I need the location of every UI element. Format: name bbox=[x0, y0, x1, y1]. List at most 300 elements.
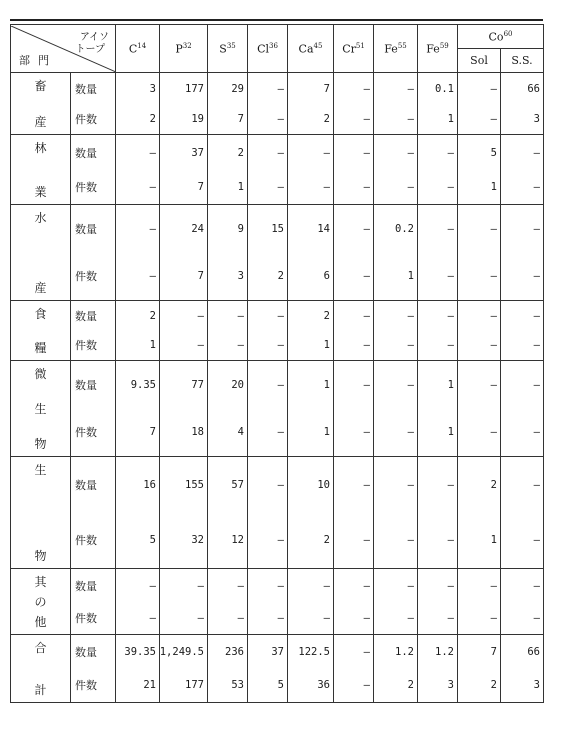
count-value: 1 bbox=[447, 426, 454, 438]
metric-label-quantity: 数量 bbox=[75, 579, 97, 593]
metric-label-quantity: 数量 bbox=[75, 146, 97, 160]
count-value: — bbox=[490, 339, 497, 351]
isotope-usage-table bbox=[10, 24, 544, 703]
count-value: 3 bbox=[447, 679, 454, 691]
category-label: 畜 産 bbox=[34, 78, 47, 129]
value-cell bbox=[374, 569, 418, 635]
quantity-value: 2 bbox=[237, 146, 244, 159]
quantity-value: 37 bbox=[271, 646, 284, 658]
value-cell bbox=[374, 457, 418, 569]
value-cell bbox=[116, 635, 160, 703]
quantity-value: 1 bbox=[323, 379, 330, 391]
count-value: — bbox=[533, 426, 540, 438]
count-value: 177 bbox=[185, 679, 204, 691]
value-cell bbox=[501, 205, 544, 301]
value-cell bbox=[334, 569, 374, 635]
value-cell bbox=[208, 205, 248, 301]
value-cell bbox=[208, 457, 248, 569]
count-value: 7 bbox=[149, 426, 156, 438]
table-row bbox=[11, 135, 544, 205]
quantity-value: — bbox=[277, 379, 284, 391]
count-value: 1 bbox=[407, 270, 414, 282]
value-cell bbox=[418, 205, 458, 301]
value-cell bbox=[334, 301, 374, 361]
category-label: 林 業 bbox=[34, 140, 47, 199]
quantity-value: 66 bbox=[527, 82, 540, 95]
quantity-value: 2 bbox=[323, 310, 330, 322]
quantity-value: 3 bbox=[149, 82, 156, 95]
value-cell bbox=[458, 457, 501, 569]
count-value: — bbox=[323, 180, 330, 193]
quantity-value: 14 bbox=[317, 223, 330, 235]
value-cell bbox=[208, 635, 248, 703]
value-cell bbox=[374, 301, 418, 361]
value-cell bbox=[160, 301, 208, 361]
quantity-value: 9.35 bbox=[130, 379, 156, 391]
count-value: 21 bbox=[143, 679, 156, 691]
quantity-value: 0.1 bbox=[435, 82, 454, 95]
value-cell bbox=[160, 361, 208, 457]
quantity-value: 39.35 bbox=[124, 646, 156, 658]
header-c14: $C^{14}$ bbox=[116, 25, 160, 73]
count-value: — bbox=[277, 611, 284, 624]
metric-label-count: 件数 bbox=[75, 679, 97, 692]
quantity-value: 9 bbox=[237, 223, 244, 235]
quantity-value: — bbox=[363, 646, 370, 658]
header-co60-sol: Sol bbox=[458, 49, 501, 73]
metric-label-count: 件数 bbox=[75, 112, 97, 126]
count-value: 7 bbox=[237, 112, 244, 125]
header-cl36: Cl$^{36}$ bbox=[248, 25, 288, 73]
count-value: — bbox=[447, 180, 454, 193]
value-cell bbox=[374, 73, 418, 135]
metric-label-count: 件数 bbox=[75, 270, 97, 283]
value-cell bbox=[288, 457, 334, 569]
quantity-value: — bbox=[277, 579, 284, 592]
count-value: 1 bbox=[447, 112, 454, 125]
quantity-value: — bbox=[490, 82, 497, 95]
quantity-value: 16 bbox=[143, 479, 156, 491]
count-value: — bbox=[407, 180, 414, 193]
quantity-value: — bbox=[197, 579, 204, 592]
value-cell bbox=[288, 135, 334, 205]
value-cell bbox=[160, 135, 208, 205]
metric-labels-cell bbox=[71, 361, 116, 457]
value-cell bbox=[501, 569, 544, 635]
value-cell bbox=[288, 73, 334, 135]
value-cell bbox=[160, 635, 208, 703]
quantity-value: — bbox=[363, 379, 370, 391]
value-cell bbox=[334, 205, 374, 301]
value-cell bbox=[116, 361, 160, 457]
quantity-value: — bbox=[407, 82, 414, 95]
quantity-value: — bbox=[277, 82, 284, 95]
metric-labels-cell bbox=[71, 301, 116, 361]
table-row bbox=[11, 569, 544, 635]
quantity-value: — bbox=[277, 146, 284, 159]
table-row bbox=[11, 73, 544, 135]
value-cell bbox=[208, 135, 248, 205]
quantity-value: — bbox=[149, 579, 156, 592]
quantity-value: 236 bbox=[225, 646, 244, 658]
count-value: 18 bbox=[191, 426, 204, 438]
value-cell bbox=[334, 135, 374, 205]
quantity-value: — bbox=[149, 223, 156, 235]
table-row bbox=[11, 635, 544, 703]
value-cell bbox=[248, 73, 288, 135]
value-cell bbox=[374, 135, 418, 205]
count-value: 1 bbox=[149, 339, 156, 351]
count-value: — bbox=[447, 611, 454, 624]
count-value: — bbox=[149, 270, 156, 282]
count-value: 19 bbox=[191, 112, 204, 125]
metric-labels-cell bbox=[71, 205, 116, 301]
count-value: 3 bbox=[533, 112, 540, 125]
category-label: 食 糧 bbox=[34, 306, 47, 355]
category-cell bbox=[11, 361, 71, 457]
count-value: 32 bbox=[191, 534, 204, 546]
count-value: 1 bbox=[323, 339, 330, 351]
value-cell bbox=[116, 205, 160, 301]
count-value: — bbox=[447, 339, 454, 351]
count-value: 2 bbox=[149, 112, 156, 125]
count-value: — bbox=[533, 534, 540, 546]
count-value: — bbox=[490, 611, 497, 624]
count-value: 53 bbox=[231, 679, 244, 691]
value-cell bbox=[248, 361, 288, 457]
count-value: — bbox=[363, 180, 370, 193]
count-value: — bbox=[363, 426, 370, 438]
quantity-value: 37 bbox=[191, 146, 204, 159]
quantity-value: 0.2 bbox=[395, 223, 414, 235]
value-cell bbox=[501, 135, 544, 205]
table-row bbox=[11, 457, 544, 569]
count-value: 12 bbox=[231, 534, 244, 546]
header-isotope-line1: アイソ bbox=[79, 31, 109, 43]
count-value: 36 bbox=[317, 679, 330, 691]
value-cell bbox=[458, 569, 501, 635]
count-value: — bbox=[407, 426, 414, 438]
value-cell bbox=[458, 301, 501, 361]
count-value: 3 bbox=[533, 679, 540, 691]
value-cell bbox=[334, 457, 374, 569]
count-value: — bbox=[363, 679, 370, 691]
quantity-value: 177 bbox=[185, 82, 204, 95]
value-cell bbox=[501, 361, 544, 457]
value-cell bbox=[116, 457, 160, 569]
quantity-value: 1.2 bbox=[395, 646, 414, 658]
category-cell bbox=[11, 73, 71, 135]
metric-label-count: 件数 bbox=[75, 180, 97, 194]
quantity-value: — bbox=[447, 310, 454, 322]
table-row bbox=[11, 361, 544, 457]
count-value: 2 bbox=[490, 679, 497, 691]
count-value: 5 bbox=[277, 679, 284, 691]
metric-label-count: 件数 bbox=[75, 426, 97, 439]
value-cell bbox=[208, 73, 248, 135]
quantity-value: — bbox=[323, 579, 330, 592]
count-value: — bbox=[407, 339, 414, 351]
value-cell bbox=[116, 301, 160, 361]
header-category: 部門 bbox=[19, 53, 57, 67]
value-cell bbox=[160, 205, 208, 301]
value-cell bbox=[501, 457, 544, 569]
value-cell bbox=[374, 205, 418, 301]
count-value: 4 bbox=[237, 426, 244, 438]
quantity-value: — bbox=[363, 479, 370, 491]
count-value: — bbox=[533, 611, 540, 624]
quantity-value: 15 bbox=[271, 223, 284, 235]
count-value: — bbox=[363, 611, 370, 624]
category-label: 其 の 他 bbox=[34, 574, 47, 629]
count-value: — bbox=[533, 180, 540, 193]
header-co60: Co$^{60}$ bbox=[458, 25, 544, 49]
value-cell bbox=[248, 457, 288, 569]
quantity-value: — bbox=[533, 379, 540, 391]
count-value: — bbox=[363, 534, 370, 546]
quantity-value: — bbox=[363, 82, 370, 95]
metric-label-quantity: 数量 bbox=[75, 646, 97, 659]
quantity-value: — bbox=[277, 310, 284, 322]
count-value: — bbox=[363, 112, 370, 125]
quantity-value: — bbox=[533, 146, 540, 159]
value-cell bbox=[116, 73, 160, 135]
value-cell bbox=[418, 301, 458, 361]
category-label: 合 計 bbox=[34, 640, 47, 697]
quantity-value: 2 bbox=[490, 479, 497, 491]
header-co60-ss: S.S. bbox=[501, 49, 544, 73]
quantity-value: 10 bbox=[317, 479, 330, 491]
quantity-value: 24 bbox=[191, 223, 204, 235]
value-cell bbox=[334, 361, 374, 457]
count-value: 7 bbox=[197, 270, 204, 282]
value-cell bbox=[248, 205, 288, 301]
quantity-value: — bbox=[490, 223, 497, 235]
metric-label-quantity: 数量 bbox=[75, 479, 97, 492]
value-cell bbox=[288, 569, 334, 635]
value-cell bbox=[116, 569, 160, 635]
count-value: 2 bbox=[323, 112, 330, 125]
quantity-value: 1 bbox=[447, 379, 454, 391]
quantity-value: — bbox=[237, 579, 244, 592]
top-rule bbox=[10, 19, 543, 21]
count-value: — bbox=[149, 180, 156, 193]
value-cell bbox=[418, 457, 458, 569]
count-value: — bbox=[277, 426, 284, 438]
quantity-value: — bbox=[407, 479, 414, 491]
quantity-value: 77 bbox=[191, 379, 204, 391]
quantity-value: — bbox=[447, 223, 454, 235]
count-value: — bbox=[407, 112, 414, 125]
count-value: 7 bbox=[197, 180, 204, 193]
value-cell bbox=[208, 301, 248, 361]
value-cell bbox=[418, 361, 458, 457]
quantity-value: 29 bbox=[231, 82, 244, 95]
value-cell bbox=[248, 635, 288, 703]
count-value: — bbox=[533, 339, 540, 351]
header-ca45: Ca$^{45}$ bbox=[288, 25, 334, 73]
quantity-value: — bbox=[363, 146, 370, 159]
count-value: — bbox=[490, 426, 497, 438]
value-cell bbox=[374, 361, 418, 457]
quantity-value: — bbox=[407, 146, 414, 159]
count-value: — bbox=[277, 180, 284, 193]
count-value: — bbox=[407, 611, 414, 624]
value-cell bbox=[248, 301, 288, 361]
value-cell bbox=[288, 301, 334, 361]
quantity-value: 20 bbox=[231, 379, 244, 391]
value-cell bbox=[288, 635, 334, 703]
count-value: — bbox=[277, 112, 284, 125]
quantity-value: — bbox=[407, 379, 414, 391]
quantity-value: — bbox=[197, 310, 204, 322]
category-cell bbox=[11, 569, 71, 635]
value-cell bbox=[458, 361, 501, 457]
count-value: 2 bbox=[277, 270, 284, 282]
value-cell bbox=[458, 635, 501, 703]
value-cell bbox=[458, 135, 501, 205]
value-cell bbox=[501, 635, 544, 703]
metric-labels-cell bbox=[71, 457, 116, 569]
count-value: — bbox=[363, 270, 370, 282]
count-value: — bbox=[149, 611, 156, 624]
category-cell bbox=[11, 457, 71, 569]
metric-labels-cell bbox=[71, 569, 116, 635]
quantity-value: — bbox=[447, 479, 454, 491]
quantity-value: 5 bbox=[490, 146, 497, 159]
count-value: 1 bbox=[323, 426, 330, 438]
quantity-value: — bbox=[447, 579, 454, 592]
category-label: 微 生 物 bbox=[34, 366, 47, 451]
value-cell bbox=[334, 635, 374, 703]
count-value: 5 bbox=[149, 534, 156, 546]
metric-label-quantity: 数量 bbox=[75, 223, 97, 236]
count-value: 2 bbox=[407, 679, 414, 691]
header-cr51: Cr$^{51}$ bbox=[334, 25, 374, 73]
category-cell bbox=[11, 135, 71, 205]
count-value: — bbox=[447, 270, 454, 282]
quantity-value: — bbox=[363, 223, 370, 235]
metric-label-quantity: 数量 bbox=[75, 310, 97, 323]
quantity-value: 66 bbox=[527, 646, 540, 658]
quantity-value: — bbox=[363, 310, 370, 322]
quantity-value: 122.5 bbox=[298, 646, 330, 658]
count-value: — bbox=[197, 339, 204, 351]
count-value: 6 bbox=[323, 270, 330, 282]
count-value: — bbox=[323, 611, 330, 624]
quantity-value: 57 bbox=[231, 479, 244, 491]
count-value: 2 bbox=[323, 534, 330, 546]
count-value: — bbox=[490, 112, 497, 125]
quantity-value: — bbox=[533, 579, 540, 592]
header-fe59: Fe$^{59}$ bbox=[418, 25, 458, 73]
quantity-value: — bbox=[533, 223, 540, 235]
quantity-value: — bbox=[533, 310, 540, 322]
value-cell bbox=[288, 361, 334, 457]
value-cell bbox=[501, 301, 544, 361]
value-cell bbox=[418, 635, 458, 703]
quantity-value: — bbox=[237, 310, 244, 322]
count-value: 1 bbox=[490, 534, 497, 546]
count-value: — bbox=[490, 270, 497, 282]
table-row bbox=[11, 205, 544, 301]
metric-labels-cell bbox=[71, 73, 116, 135]
count-value: — bbox=[277, 534, 284, 546]
quantity-value: 7 bbox=[323, 82, 330, 95]
value-cell bbox=[418, 73, 458, 135]
value-cell bbox=[288, 205, 334, 301]
count-value: — bbox=[407, 534, 414, 546]
value-cell bbox=[418, 135, 458, 205]
quantity-value: 2 bbox=[149, 310, 156, 322]
quantity-value: — bbox=[490, 379, 497, 391]
quantity-value: — bbox=[407, 579, 414, 592]
count-value: 1 bbox=[237, 180, 244, 193]
value-cell bbox=[160, 457, 208, 569]
quantity-value: — bbox=[490, 579, 497, 592]
category-cell bbox=[11, 205, 71, 301]
header-corner bbox=[11, 25, 116, 73]
quantity-value: — bbox=[363, 579, 370, 592]
table-row bbox=[11, 301, 544, 361]
quantity-value: — bbox=[277, 479, 284, 491]
value-cell bbox=[248, 569, 288, 635]
category-label: 生 物 bbox=[34, 462, 47, 563]
header-fe55: Fe$^{55}$ bbox=[374, 25, 418, 73]
quantity-value: 1.2 bbox=[435, 646, 454, 658]
header-isotope-line2: トープ bbox=[75, 43, 105, 55]
count-value: — bbox=[237, 611, 244, 624]
metric-label-quantity: 数量 bbox=[75, 82, 97, 96]
header-s35: $S^{35}$ bbox=[208, 25, 248, 73]
value-cell bbox=[208, 361, 248, 457]
value-cell bbox=[208, 569, 248, 635]
metric-label-quantity: 数量 bbox=[75, 379, 97, 392]
header-p32: $P^{32}$ bbox=[160, 25, 208, 73]
value-cell bbox=[248, 135, 288, 205]
metric-label-count: 件数 bbox=[75, 611, 97, 625]
category-cell bbox=[11, 635, 71, 703]
value-cell bbox=[458, 205, 501, 301]
value-cell bbox=[501, 73, 544, 135]
value-cell bbox=[160, 73, 208, 135]
metric-labels-cell bbox=[71, 135, 116, 205]
count-value: — bbox=[277, 339, 284, 351]
quantity-value: 155 bbox=[185, 479, 204, 491]
quantity-value: — bbox=[149, 146, 156, 159]
value-cell bbox=[334, 73, 374, 135]
count-value: — bbox=[197, 611, 204, 624]
value-cell bbox=[116, 135, 160, 205]
count-value: — bbox=[447, 534, 454, 546]
category-label: 水 産 bbox=[34, 210, 47, 295]
count-value: — bbox=[533, 270, 540, 282]
count-value: 3 bbox=[237, 270, 244, 282]
quantity-value: — bbox=[323, 146, 330, 159]
value-cell bbox=[418, 569, 458, 635]
value-cell bbox=[374, 635, 418, 703]
metric-label-count: 件数 bbox=[75, 534, 97, 547]
quantity-value: — bbox=[533, 479, 540, 491]
value-cell bbox=[458, 73, 501, 135]
metric-labels-cell bbox=[71, 635, 116, 703]
count-value: — bbox=[363, 339, 370, 351]
category-cell bbox=[11, 301, 71, 361]
value-cell bbox=[160, 569, 208, 635]
quantity-value: — bbox=[490, 310, 497, 322]
quantity-value: 7 bbox=[490, 646, 497, 658]
count-value: 1 bbox=[490, 180, 497, 193]
